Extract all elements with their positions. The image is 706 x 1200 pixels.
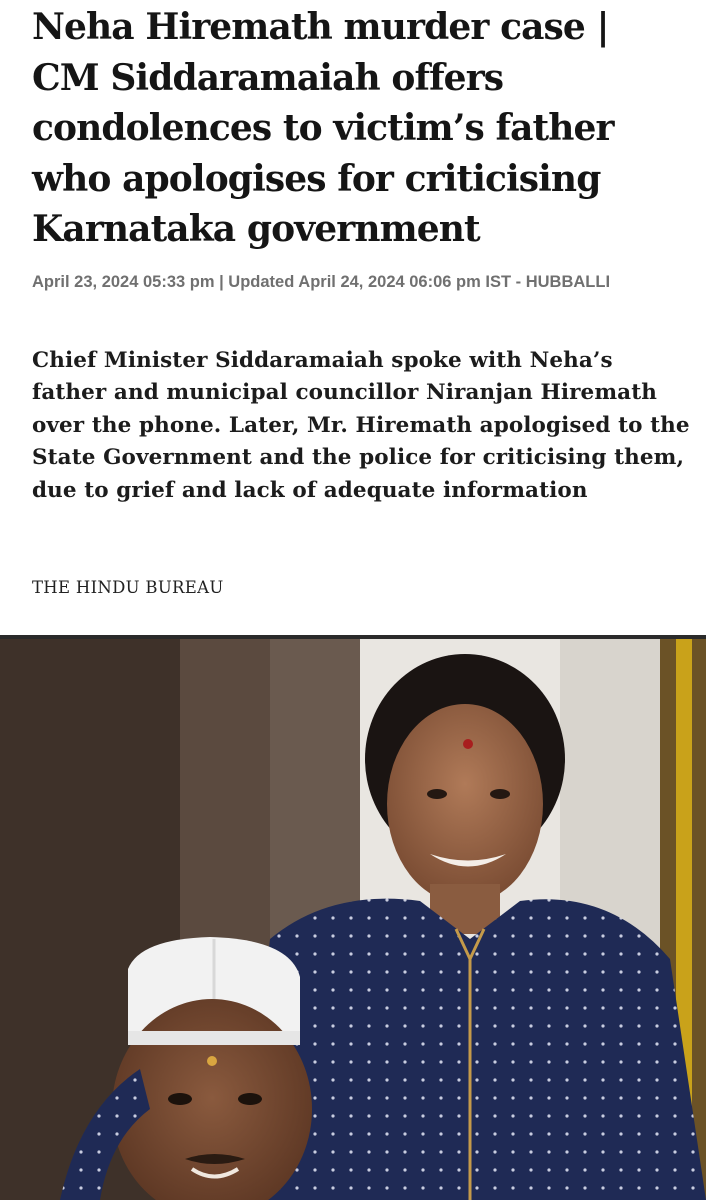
lead-photo[interactable] — [0, 635, 706, 1200]
article-dateline: April 23, 2024 05:33 pm | Updated April 24, 2024 06:06 pm IST - HUBBALLI — [32, 273, 611, 291]
photo-illustration — [0, 639, 706, 1200]
article-standfirst: Chief Minister Siddaramaiah spoke with Neha’s father and municipal councillor Niranjan Hiremath over the phone. Later, Mr. Hiremath apologised to the State Government and the police for criticising them, due to grief and lack of adequate information — [32, 348, 690, 503]
article-byline[interactable]: THE HINDU BUREAU — [32, 578, 224, 597]
article-headline: Neha Hiremath murder case | CM Siddaramaiah offers condolences to victim’s father who apologises for criticising Karnataka government — [32, 6, 614, 250]
